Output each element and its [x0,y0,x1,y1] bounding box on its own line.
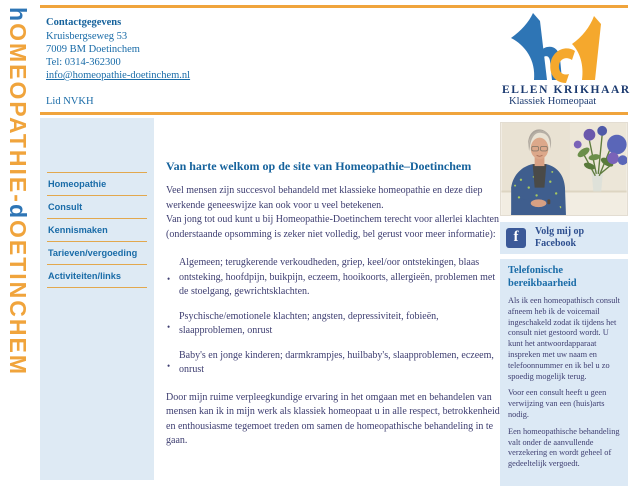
phone-panel-paragraph: Een homeopathische behandeling valt onder de aanvullende verzekering en wordt geheel of gedeeltelijk vergoedt. [508,426,620,469]
contact-email-link[interactable]: info@homeopathie-doetinchem.nl [46,70,191,81]
sidebar-item-homeopathie[interactable]: Homeopathie [47,173,147,196]
contact-street: Kruisbergseweg 53 [46,31,128,42]
facebook-label: Volg mij op Facebook [535,226,585,249]
list-item-algemeen: • Algemeen; terugkerende verkoudheden, griep, keel/oor ontstekingen, blaas ontsteking, hoofdpijn, buikpijn, eczeem, hooikoorts, allergieën, problemen met de stoelgang, gewrichtsklachten. [166,256,502,300]
page-title: Van harte welkom op de site van Homeopathie–Doetinchem [166,159,472,173]
sidebar-item-consult[interactable]: Consult [47,196,147,219]
contact-block [46,16,190,108]
vertical-brand-text [4,7,31,407]
facebook-follow-box[interactable] [500,222,628,254]
phone-availability-panel [500,259,628,486]
site-logo [502,10,630,107]
list-item-psychisch: • Psychische/emotionele klachten; angsten, depressiviteit, fobieën, slaapproblemen, onrust [166,310,502,339]
brand-seg-omeopathie: OMEOPATHIE- [5,23,31,204]
sidebar-item-kennismaken[interactable]: Kennismaken [47,219,147,242]
sidebar-item-tarieven[interactable]: Tarieven/vergoeding [47,242,147,265]
logo-subtitle: Klassiek Homeopaat [509,96,597,107]
brand-seg-d: d [5,203,31,220]
contact-city: 7009 BM Doetinchem [46,44,140,55]
logo-name: ELLEN KRIKHAAR [502,84,631,96]
sidebar-menu [47,172,147,288]
sidebar-item-activiteiten[interactable]: Activiteiten/links [47,265,147,288]
header-divider [40,112,628,115]
phone-panel-paragraph: Als ik een homeopathisch consult afneem heb ik de voicemail ingeschakeld zodat ik tijdens het consult niet gestoord wordt. U kunt het antwoordapparaat inspreken met uw naam en telefoonnummer en ik bel u zo spoedig mogelijk terug. [508,296,620,381]
brand-seg-oetinchem: OETINCHEM [5,220,31,376]
sidebar [40,118,154,480]
main-content [166,159,502,449]
facebook-icon: f [506,228,526,248]
intro-line-2: Van jong tot oud kunt u bij Homeopathie-Doetinchem terecht voor allerlei klachten (onderstaande opsomming is zeker niet volledig, bel gerust voor meer informatie): [166,214,499,240]
portrait-photo [500,122,628,216]
complaints-list [166,256,502,378]
contact-heading: Contactgegevens [46,17,122,28]
hd-monogram-icon [506,10,606,84]
closing-paragraph: Door mijn ruime verpleegkundige ervaring in het omgaan met en behandelen van mensen kan ik in mijn werk als klassiek homeopaat u in alle respect, betrokkenheid en enthousiasme tegemoet treden om samen de homeopathische behandeling in te gaan. [166,391,500,446]
list-item-babys: • Baby's en jonge kinderen; darmkrampjes, huilbaby's, slaapproblemen, eczeem, onrust [166,349,502,378]
brand-seg-h: h [5,7,31,24]
intro-line-1: Veel mensen zijn succesvol behandeld met klassieke homeopathie en deze diep werkende geneeswijze kan ook voor u veel betekenen. [166,185,483,211]
membership-label: Lid NVKH [46,96,94,107]
top-divider [40,5,628,8]
right-column [500,122,628,486]
phone-panel-heading: Telefonische bereikbaarheid [508,265,577,289]
phone-panel-paragraph: Voor een consult heeft u geen verwijzing van een (huis)arts nodig. [508,388,607,419]
contact-phone: Tel: 0314-362300 [46,57,121,68]
